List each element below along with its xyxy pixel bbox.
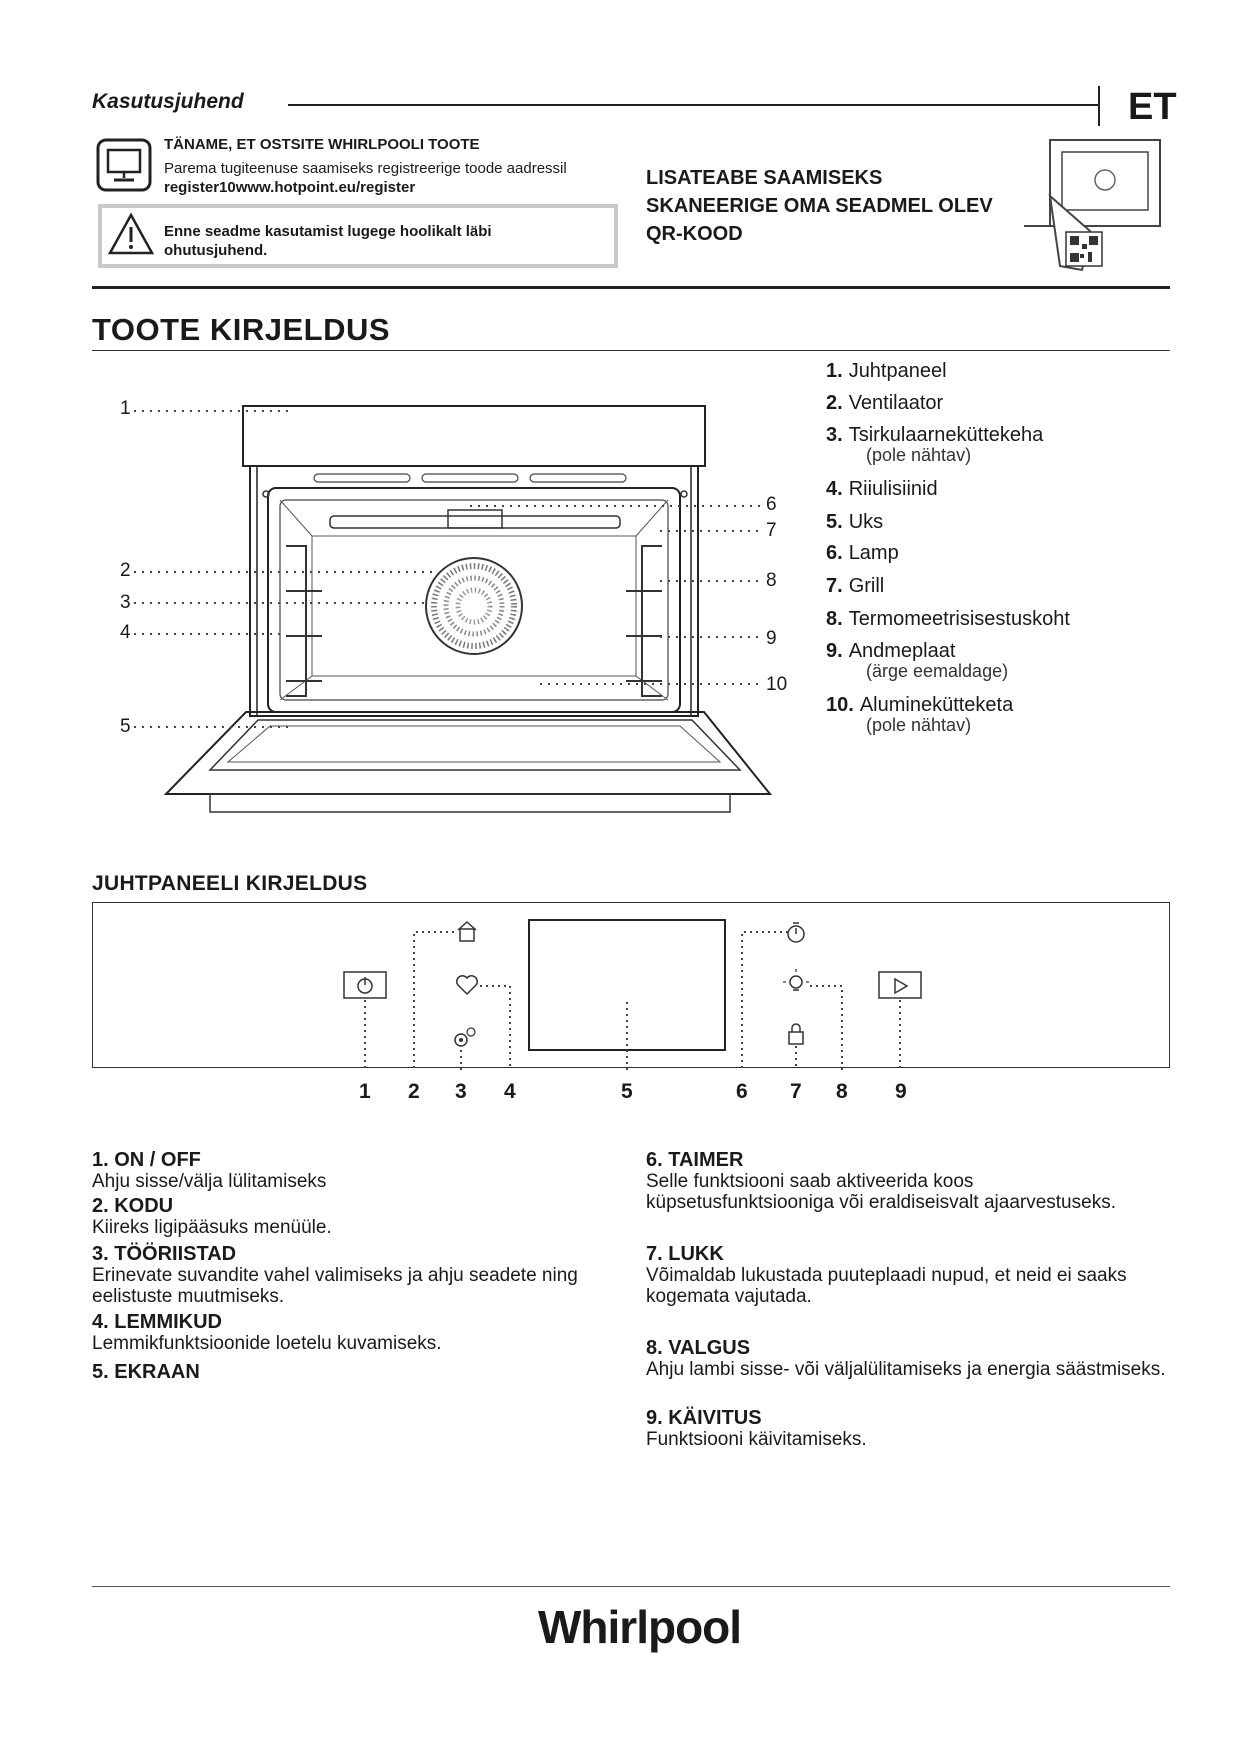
panel-title: JUHTPANEELI KIRJELDUS [92,872,368,895]
part-number: 3. [826,424,843,446]
part-note: (pole nähtav) [866,445,972,465]
desc-light [646,1338,1166,1380]
part-number: 9. [826,640,843,662]
part-number: 10. [826,694,854,716]
part-item [826,640,1008,682]
power-icon [344,972,386,998]
home-icon [458,922,476,941]
diagram-label-7: 7 [766,520,777,541]
part-item [826,608,1070,631]
desc-title: 1. ON / OFF [92,1149,201,1171]
desc-title: 8. VALGUS [646,1337,751,1359]
part-item [826,575,884,598]
qr-instruction [646,164,1006,248]
header-rule [288,104,1098,106]
section-rule [92,350,1170,351]
qr-line-3: QR-KOOD [646,223,743,245]
desc-lock [646,1244,1166,1307]
part-label: Uks [848,511,884,533]
desc-tools [92,1244,612,1307]
panel-number-8: 8 [836,1080,848,1103]
start-icon [879,972,921,998]
part-number: 1. [826,360,843,382]
desc-display [92,1362,612,1383]
light-icon [783,969,809,990]
diagram-leader-lines [100,396,800,816]
diagram-label-9: 9 [766,628,777,649]
language-code: ET [1128,86,1177,128]
header-bottom-rule [92,286,1170,289]
diagram-label-3: 3 [120,592,131,613]
desc-text: Lemmikfunktsioonide loetelu kuvamiseks. [92,1333,442,1354]
desc-title: 6. TAIMER [646,1149,744,1171]
desc-text: Funktsiooni käivitamiseks. [646,1429,867,1450]
part-label: Riiulisiinid [848,478,938,500]
timer-icon [788,923,804,942]
part-label: Termomeetrisisestuskoht [848,608,1070,630]
desc-favourites [92,1312,612,1354]
panel-number-4: 4 [504,1080,516,1103]
part-item [826,511,883,534]
diagram-label-6: 6 [766,494,777,515]
footer-rule [92,1586,1170,1587]
desc-text: Selle funktsiooni saab aktiveerida koos küpsetusfunktsiooniga või eraldiseisvalt ajaarvestuseks. [646,1171,1116,1213]
desc-timer [646,1150,1166,1213]
register-url[interactable]: register10www.hotpoint.eu/register [164,179,416,196]
monitor-icon [96,138,152,192]
diagram-label-10: 10 [766,674,788,695]
brand-logo: Whirlpool [538,1601,742,1653]
document-label: Kasutusjuhend [92,90,244,113]
desc-text: Võimaldab lukustada puuteplaadi nupud, et neid ei saaks kogemata vajutada. [646,1265,1127,1307]
part-item [826,392,943,415]
desc-text: Ahju lambi sisse- või väljalülitamiseks ja energia säästmiseks. [646,1359,1166,1380]
part-number: 7. [826,575,843,597]
tools-icon [455,1028,475,1046]
control-panel-diagram [92,902,1170,1102]
part-label: Grill [848,575,885,597]
qr-line-1: LISATEABE SAAMISEKS [646,167,883,189]
part-number: 2. [826,392,843,414]
panel-number-5: 5 [621,1080,633,1103]
lock-icon [789,1024,803,1044]
display-screen [529,920,725,1050]
desc-on-off [92,1150,612,1192]
desc-text: Erinevate suvandite vahel valimiseks ja ahju seadete ning eelistuste muutmiseks. [92,1265,578,1307]
part-number: 4. [826,478,843,500]
panel-number-7: 7 [790,1080,802,1103]
part-number: 6. [826,542,843,564]
part-item [826,424,1043,466]
heart-icon [457,976,477,994]
desc-text: Ahju sisse/välja lülitamiseks [92,1171,327,1192]
thanks-title: TÄNAME, ET OSTSITE WHIRLPOOLI TOOTE [164,136,480,153]
part-label: Andmeplaat [848,640,956,662]
register-text [164,159,614,197]
desc-home [92,1196,612,1238]
part-item [826,542,899,565]
panel-number-3: 3 [455,1080,467,1103]
section-title: TOOTE KIRJELDUS [92,312,391,347]
diagram-label-1: 1 [120,398,131,419]
part-note: (pole nähtav) [866,715,972,735]
desc-title: 9. KÄIVITUS [646,1407,762,1429]
desc-title: 4. LEMMIKUD [92,1311,222,1333]
part-item [826,694,1013,736]
qr-line-2: SKANEERIGE OMA SEADMEL OLEV [646,195,993,217]
diagram-label-5: 5 [120,716,131,737]
part-label: Juhtpaneel [848,360,947,382]
panel-number-1: 1 [359,1080,371,1103]
part-label: Ventilaator [848,392,944,414]
diagram-label-4: 4 [120,622,131,643]
part-note: (ärge eemaldage) [866,661,1009,681]
part-label: Tsirkulaarneküttekeha [848,424,1044,446]
warning-icon [108,212,154,256]
part-number: 5. [826,511,843,533]
desc-title: 2. KODU [92,1195,174,1217]
panel-number-2: 2 [408,1080,420,1103]
desc-start [646,1408,1166,1450]
register-instruction: Parema tugiteenuse saamiseks registreerige toode aadressil [164,160,567,177]
desc-title: 3. TÖÖRIISTAD [92,1243,237,1265]
part-label: Aluminekütteketa [859,694,1014,716]
desc-text: Kiireks ligipääsuks menüüle. [92,1217,332,1238]
header-divider [1098,86,1100,126]
desc-title: 7. LUKK [646,1243,724,1265]
diagram-label-8: 8 [766,570,777,591]
desc-title: 5. EKRAAN [92,1361,200,1383]
part-item [826,478,938,501]
panel-number-6: 6 [736,1080,748,1103]
warning-text: Enne seadme kasutamist lugege hoolikalt läbi ohutusjuhend. [164,223,492,259]
diagram-label-2: 2 [120,560,131,581]
part-item [826,360,947,383]
panel-number-9: 9 [895,1080,907,1103]
part-number: 8. [826,608,843,630]
qr-oven-illustration [1020,136,1170,272]
part-label: Lamp [848,542,899,564]
